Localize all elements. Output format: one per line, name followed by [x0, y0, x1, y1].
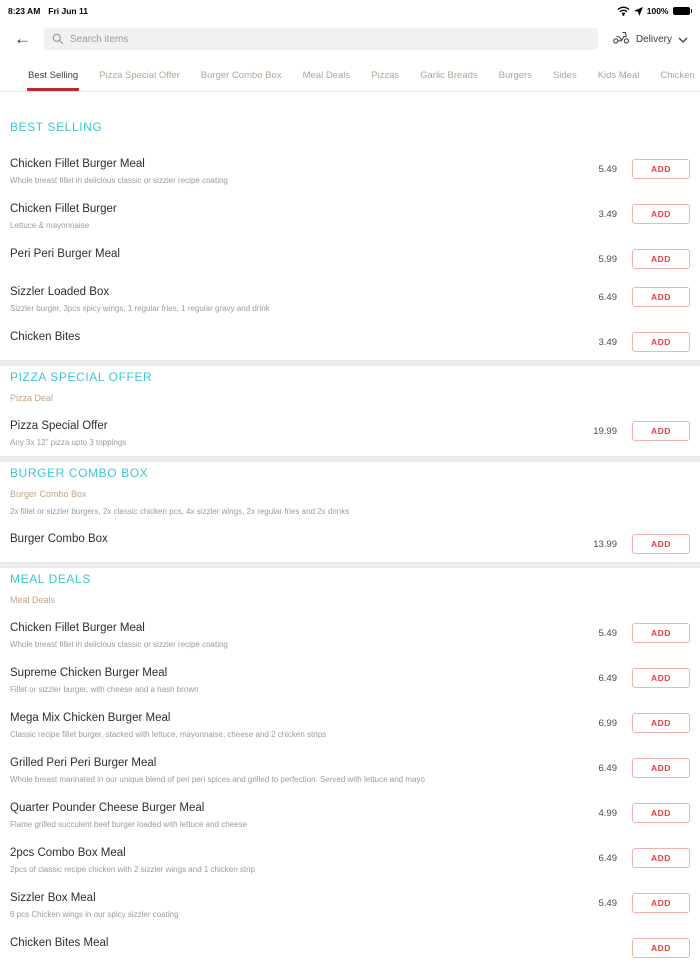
- item-name: 2pcs Combo Box Meal: [10, 847, 126, 859]
- item-description: Whole breast fillet in delicious classic or sizzler recipe coating: [10, 640, 228, 649]
- item-price: 5.49: [598, 897, 617, 909]
- delivery-selector[interactable]: [612, 30, 688, 49]
- category-tab[interactable]: [27, 64, 79, 91]
- item-description: Whole breast marinated in our unique blend of peri peri spices and grilled to perfection. Served with lettuce and mayo: [10, 775, 425, 784]
- menu-item-info: [10, 285, 270, 314]
- battery-icon: [673, 7, 693, 16]
- menu-item-info: [10, 621, 228, 650]
- menu-item[interactable]: [0, 411, 700, 456]
- add-button[interactable]: ADD: [632, 249, 690, 269]
- search-box[interactable]: [44, 28, 598, 50]
- item-description: Whole breast fillet in delicious classic or sizzler recipe coating: [10, 176, 228, 185]
- menu-item-info: [10, 202, 117, 231]
- menu-item-info: [10, 532, 108, 546]
- section-items: [0, 411, 700, 456]
- item-name: Mega Mix Chicken Burger Meal: [10, 712, 171, 724]
- menu-item[interactable]: [0, 149, 700, 194]
- category-tab[interactable]: [552, 64, 578, 91]
- menu-item-info: [10, 711, 326, 740]
- menu-section: [0, 456, 700, 562]
- section-divider: [0, 562, 700, 568]
- location-arrow-icon: [634, 7, 643, 16]
- category-tab-label: Kids Meal: [597, 70, 640, 81]
- wifi-icon: [617, 6, 630, 16]
- menu-item-actions: [599, 204, 691, 224]
- menu-item-actions: [593, 421, 690, 441]
- category-tab-label: Burger Combo Box: [200, 70, 282, 81]
- item-price: 19.99: [593, 425, 617, 437]
- item-description: 2pcs of classic recipe chicken with 2 sizzler wings and 1 chicken strip: [10, 865, 255, 874]
- menu-item-actions: [599, 249, 691, 269]
- add-button[interactable]: ADD: [632, 938, 690, 958]
- add-button[interactable]: ADD: [632, 893, 690, 913]
- item-name: Pizza Special Offer: [10, 420, 108, 432]
- menu-item-actions: [599, 623, 691, 643]
- menu-item-actions: [617, 938, 690, 958]
- menu-section: [0, 562, 700, 966]
- item-name: Sizzler Box Meal: [10, 892, 96, 904]
- menu-item-actions: [599, 159, 691, 179]
- item-name: Chicken Bites: [10, 331, 81, 343]
- section-items: [0, 149, 700, 360]
- menu-item-actions: [599, 668, 691, 688]
- section-title: BURGER COMBO BOX: [10, 466, 149, 480]
- category-tab-label: Burgers: [498, 70, 532, 81]
- section-items: [0, 613, 700, 966]
- item-price: 3.49: [598, 208, 617, 220]
- category-tab-label: Pizza Special Offer: [99, 70, 180, 81]
- section-subheader: Burger Combo Box: [10, 489, 87, 499]
- add-button[interactable]: ADD: [632, 848, 690, 868]
- section-subheader-description: 2x fillet or sizzler burgers, 2x classic chicken pcs, 4x sizzler wings, 2x regular fries and 2x drinks: [10, 507, 350, 516]
- menu-item-actions: [599, 758, 691, 778]
- search-icon: [52, 33, 64, 45]
- section-items: [0, 524, 700, 562]
- add-button[interactable]: ADD: [632, 623, 690, 643]
- menu-item-info: [10, 666, 199, 695]
- category-tab[interactable]: [597, 64, 641, 91]
- menu-item-info: [10, 846, 255, 875]
- nav-bar: [0, 20, 700, 62]
- category-tab[interactable]: [302, 64, 352, 91]
- section-subheader: Meal Deals: [10, 595, 56, 605]
- item-name: Supreme Chicken Burger Meal: [10, 667, 168, 679]
- menu-item-actions: [599, 287, 691, 307]
- item-price: 6.49: [598, 762, 617, 774]
- item-price: 5.49: [598, 627, 617, 639]
- add-button[interactable]: ADD: [632, 534, 690, 554]
- category-tab-label: Sides: [552, 70, 577, 81]
- back-arrow-icon: ←: [14, 29, 31, 48]
- item-description: Fillet or sizzler burger, with cheese and a hash brown: [10, 685, 199, 694]
- menu-item-actions: [599, 893, 691, 913]
- item-description: Any 3x 12" pizza upto 3 toppings: [10, 438, 127, 447]
- category-tab[interactable]: [200, 64, 283, 91]
- search-input[interactable]: [70, 34, 590, 45]
- item-name: Grilled Peri Peri Burger Meal: [10, 757, 157, 769]
- add-button[interactable]: ADD: [632, 803, 690, 823]
- menu-item[interactable]: [0, 658, 700, 703]
- item-name: Peri Peri Burger Meal: [10, 248, 120, 260]
- menu-item-info: [10, 801, 247, 830]
- item-description: Sizzler burger, 3pcs spicy wings, 1 regular fries, 1 regular gravy and drink: [10, 304, 270, 313]
- section-divider: [0, 456, 700, 462]
- section-title: BEST SELLING: [10, 120, 103, 134]
- item-name: Chicken Fillet Burger Meal: [10, 622, 145, 634]
- item-price: 13.99: [593, 538, 617, 550]
- menu-item[interactable]: [0, 793, 700, 838]
- item-name: Quarter Pounder Cheese Burger Meal: [10, 802, 205, 814]
- add-button[interactable]: ADD: [632, 713, 690, 733]
- section-subheader: Pizza Deal: [10, 393, 54, 403]
- category-tab-label: Pizzas: [371, 70, 400, 81]
- item-description: Flame grilled succulent beef burger loaded with lettuce and cheese: [10, 820, 248, 829]
- category-tab[interactable]: [498, 64, 533, 91]
- menu-item-actions: [593, 534, 690, 554]
- menu-item-info: [10, 157, 228, 186]
- category-tab-label: Best Selling: [28, 70, 79, 81]
- add-button[interactable]: ADD: [632, 287, 690, 307]
- section-title: PIZZA SPECIAL OFFER: [10, 370, 153, 384]
- item-name: Chicken Bites Meal: [10, 937, 109, 949]
- menu-section: [0, 120, 700, 360]
- menu-item[interactable]: [0, 613, 700, 658]
- category-tab-label: Chicken: [660, 70, 695, 81]
- item-price: 5.49: [598, 163, 617, 175]
- item-price: 6.49: [598, 852, 617, 864]
- category-tab-label: Meal Deals: [302, 70, 351, 81]
- add-button[interactable]: ADD: [632, 668, 690, 688]
- item-price: 5.99: [598, 253, 617, 265]
- menu-sections: [0, 120, 700, 966]
- menu-item-actions: [599, 803, 691, 823]
- category-tab-label: Garlic Breads: [420, 70, 478, 81]
- menu-item[interactable]: [0, 239, 700, 277]
- menu-item-info: [10, 247, 120, 261]
- battery-percent: 100%: [646, 6, 669, 16]
- category-tabs: [0, 62, 700, 92]
- item-description: Lettuce & mayonnaise: [10, 221, 90, 230]
- chevron-down-icon: [678, 30, 688, 48]
- menu-item-actions: [599, 848, 691, 868]
- item-name: Chicken Fillet Burger: [10, 203, 117, 215]
- category-tab[interactable]: [370, 64, 400, 91]
- item-price: 4.99: [598, 807, 617, 819]
- category-tab[interactable]: [98, 64, 181, 91]
- menu-item[interactable]: [0, 838, 700, 883]
- menu-section: [0, 360, 700, 456]
- section-title: MEAL DEALS: [10, 572, 91, 586]
- menu-item-actions: [599, 713, 691, 733]
- item-price: 3.49: [598, 336, 617, 348]
- menu-item-info: [10, 936, 108, 950]
- menu-item[interactable]: [0, 277, 700, 322]
- menu-item-actions: [599, 332, 691, 352]
- menu-item-info: [10, 891, 179, 920]
- item-description: 6 pcs Chicken wings in our spicy sizzler coating: [10, 910, 179, 919]
- back-button[interactable]: [10, 29, 44, 49]
- menu-item-info: [10, 419, 126, 448]
- add-button[interactable]: ADD: [632, 421, 690, 441]
- menu-item-info: [10, 330, 80, 344]
- item-price: 6.99: [598, 717, 617, 729]
- add-button[interactable]: ADD: [632, 159, 690, 179]
- menu-item[interactable]: [0, 883, 700, 928]
- item-name: Chicken Fillet Burger Meal: [10, 158, 145, 170]
- delivery-scooter-icon: [612, 30, 630, 49]
- menu-item[interactable]: [0, 928, 700, 966]
- status-date: Fri Jun 11: [48, 6, 88, 16]
- item-price: 6.49: [598, 291, 617, 303]
- menu-item[interactable]: [0, 703, 700, 748]
- status-time: 8:23 AM: [8, 6, 41, 16]
- menu-item-info: [10, 756, 425, 785]
- delivery-label: Delivery: [635, 33, 672, 45]
- add-button[interactable]: ADD: [632, 758, 690, 778]
- status-bar: [0, 0, 700, 20]
- section-divider: [0, 360, 700, 366]
- category-tab[interactable]: [419, 64, 479, 91]
- item-name: Sizzler Loaded Box: [10, 286, 110, 298]
- menu-item[interactable]: [0, 748, 700, 793]
- menu-item[interactable]: [0, 194, 700, 239]
- menu-item[interactable]: [0, 322, 700, 360]
- add-button[interactable]: ADD: [632, 204, 690, 224]
- add-button[interactable]: ADD: [632, 332, 690, 352]
- menu-item[interactable]: [0, 524, 700, 562]
- item-price: 6.49: [598, 672, 617, 684]
- item-name: Burger Combo Box: [10, 533, 108, 545]
- category-tab[interactable]: [659, 64, 695, 91]
- item-description: Classic recipe fillet burger, stacked with lettuce, mayonnaise, cheese and 2 chicken strips: [10, 730, 327, 739]
